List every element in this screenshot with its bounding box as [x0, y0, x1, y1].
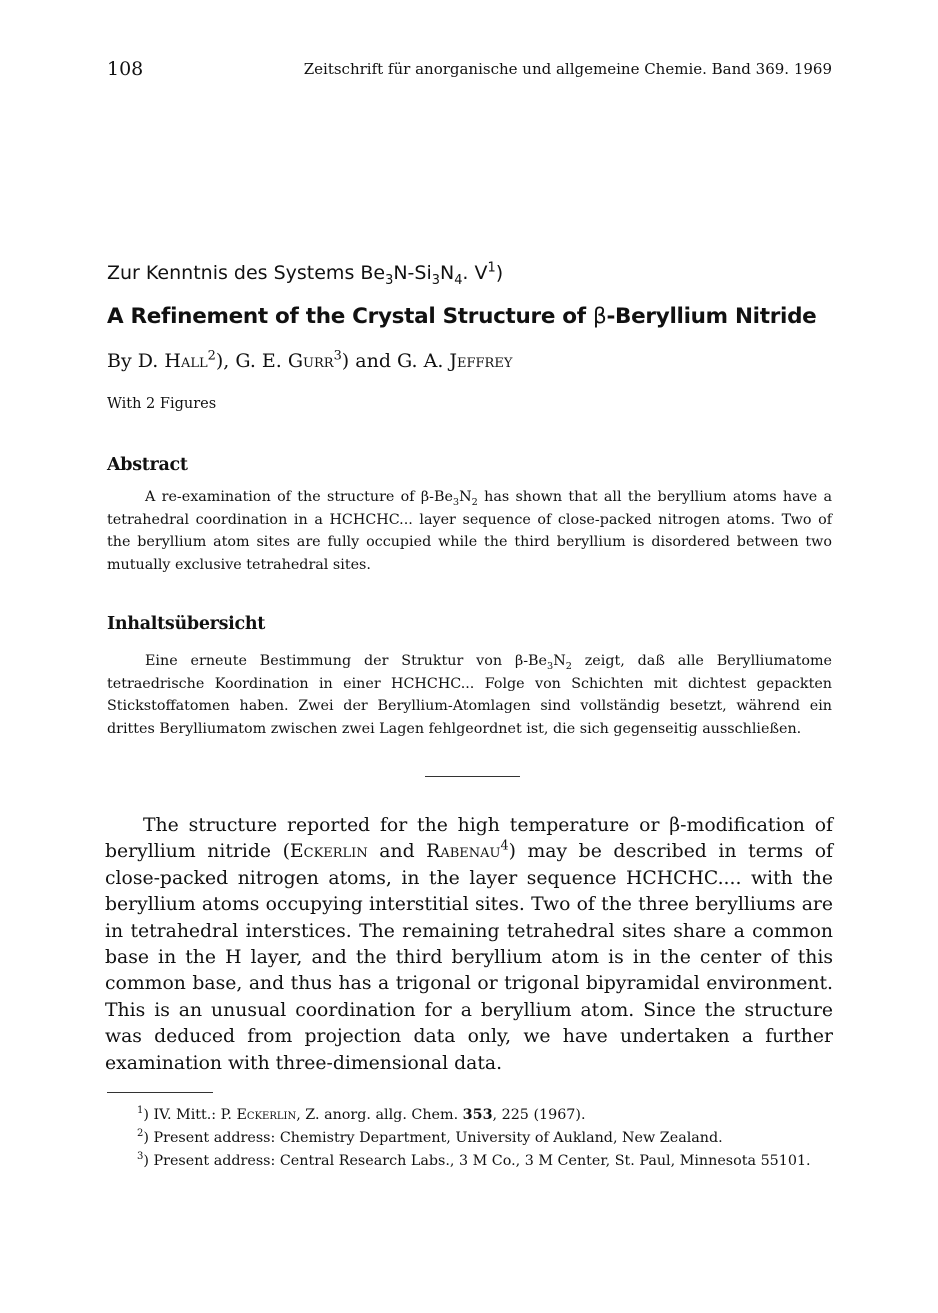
- authors-text: ) and G. A.: [341, 350, 450, 372]
- series-ref: 1: [487, 260, 496, 276]
- formula-sub: 2: [565, 660, 572, 672]
- formula-sub: 3: [547, 660, 554, 672]
- body-part: ) may be described in terms of close-packed nitrogen atoms, in the layer sequence HCHCHC.... with the beryllium atoms occupying interstitial sites. Two of the three berylliums are in tetrahedral interstices. The remaining tetrahedral sites share a common base in the H layer, and the third beryllium atom is in the center of this common base, and thus has a trigonal or trigonal bipyramidal environment. This is an unusual coordination for a beryllium atom. Since the structure was deduced from projection data only, we have undertaken a further examination with three-dimensional data.: [105, 841, 833, 1074]
- formula-sub: 2: [471, 496, 478, 508]
- citation-ref: 4: [500, 839, 509, 855]
- footnote-text: , Z. anorg. allg. Chem.: [296, 1107, 463, 1123]
- footnote-rule: [107, 1092, 213, 1093]
- footnote-mark: 2: [137, 1128, 144, 1140]
- series-prefix: Zur Kenntnis des Systems Be: [107, 262, 386, 284]
- authors-text: ), G. E.: [215, 350, 288, 372]
- abstract-heading: Abstract: [107, 455, 188, 475]
- footnote-text: ) IV. Mitt.: P.: [143, 1107, 237, 1123]
- series-title: [107, 260, 504, 288]
- volume-number: 353: [462, 1107, 493, 1123]
- footnote-mark: 3: [137, 1151, 144, 1163]
- author-ref: 3: [333, 348, 342, 364]
- beta-symbol: β: [593, 304, 607, 329]
- abstract-text: [107, 486, 832, 577]
- footnote-text: ) Present address: Central Research Labs., 3 M Co., 3 M Center, St. Paul, Minnesota 55101.: [143, 1153, 811, 1169]
- cited-author: Eckerlin: [236, 1107, 297, 1123]
- body-paragraph: [105, 813, 833, 1077]
- series-text: N: [439, 262, 455, 284]
- body-part: and: [367, 841, 427, 863]
- section-divider: [425, 776, 520, 777]
- authors-text: By D.: [107, 350, 165, 372]
- footnote-mark: 1: [137, 1105, 144, 1117]
- inhalt-part: Eine erneute Bestimmung der Struktur von β-Be: [145, 653, 548, 669]
- abstract-part: A re-examination of the structure of β-Be: [145, 489, 453, 505]
- inhalt-part: zeigt, daß alle Berylliumatome tetraedrische Koordination in einer HCHCHC... Folge von Schichten mit dichtest gepackten Stickstoffatomen haben. Zwei der Beryllium-Atomlagen sind vollständig besetzt, während ein drittes Berylliumatom zwischen zwei Lagen fehlgeordnet ist, die sich gegenseitig ausschließen.: [107, 653, 833, 738]
- inhalt-part: N: [553, 653, 566, 669]
- inhalt-text: [107, 650, 832, 741]
- series-sub: 4: [454, 272, 463, 288]
- cited-author: Rabenau: [426, 841, 501, 863]
- footnote: [107, 1150, 832, 1173]
- title-part: A Refinement of the Crystal Structure of: [107, 304, 594, 329]
- formula-sub: 3: [452, 496, 460, 508]
- figures-note: With 2 Figures: [107, 396, 217, 412]
- series-text: . V: [462, 262, 488, 284]
- series-sub: 3: [385, 272, 394, 288]
- running-head: Zeitschrift für anorganische und allgemeine Chemie. Band 369. 1969: [303, 60, 832, 78]
- series-sub: 3: [431, 272, 440, 288]
- footnote: [107, 1127, 832, 1150]
- footnote-text: , 225 (1967).: [492, 1107, 586, 1123]
- author-ref: 2: [207, 348, 216, 364]
- title-part: -Beryllium Nitride: [606, 304, 817, 329]
- author-name: Gurr: [287, 350, 334, 372]
- cited-author: Eckerlin: [289, 841, 368, 863]
- page-number: 108: [107, 58, 144, 80]
- series-text: ): [495, 262, 504, 284]
- article-title: [107, 304, 816, 329]
- abstract-part: has shown that all the beryllium atoms have a tetrahedral coordination in a HCHCHC... layer sequence of close-packed nitrogen atoms. Two of the beryllium atom sites are fully occupied while the third beryllium is disordered between two mutually exclusive tetrahedral sites.: [107, 489, 832, 574]
- author-name: Jeffrey: [449, 350, 513, 372]
- author-name: Hall: [164, 350, 208, 372]
- series-text: N-Si: [393, 262, 432, 284]
- inhalt-heading: Inhaltsübersicht: [107, 614, 266, 634]
- abstract-part: N: [459, 489, 472, 505]
- body-part: The structure reported for the high temperature or β-modification of beryllium nitride (: [105, 815, 833, 863]
- footnote-text: ) Present address: Chemistry Department, University of Aukland, New Zealand.: [143, 1130, 723, 1146]
- authors-line: [107, 350, 512, 372]
- footnote: [107, 1104, 832, 1127]
